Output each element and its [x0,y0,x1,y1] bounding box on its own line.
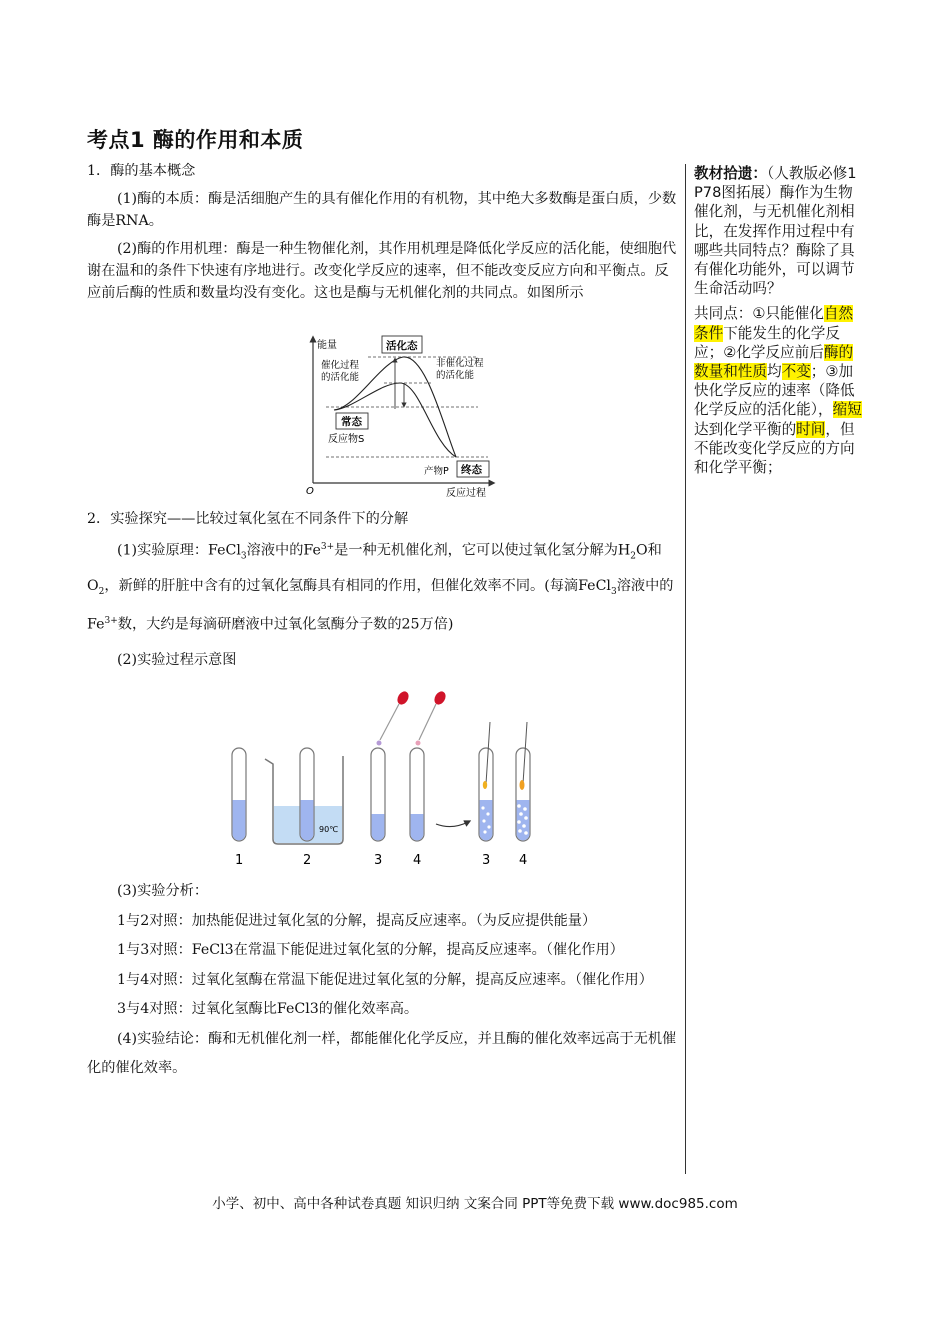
analysis-heading: (3)实验分析： [117,883,209,899]
uncatalyzed-label-2: 的活化能 [436,370,475,381]
tube-4-result [516,722,530,841]
tube-1 [232,748,246,841]
enzyme-mechanism-paragraph: (2)酶的作用机理：酶是一种生物催化剂，其作用机理是降低化学反应的活化能，使细胞代谢在温和的条件下快速有序地进行。改变化学反应的速率，但不能改变反应方向和平衡点。反应前后酶的性质和数量均没有变化。这也是酶与无机催化剂的共同点。如图所示 [87,241,677,301]
catalyzed-label-2: 的活化能 [321,372,360,383]
tube-label: 4 [413,853,422,868]
principle-paragraph: (1)实验原理：FeCl$_3$溶液中的$Fe^{3+}$是一种无机催化剂，它可以使过氧化氢分解为$H_2O$和$O_2$，新鲜的肝脏中含有的过氧化氢酶具有相同的作用，但催化效率不同。(每滴FeCl$_3$溶液中的$Fe^{3+}$数，大约是每滴研磨液中过氧化氢酶分子数的25万倍) [87,542,674,634]
dropper-liver [416,690,448,746]
tube-3-result [479,722,493,841]
main-content [87,160,677,310]
product-label: 产物P [424,466,449,477]
y-axis-label: 能量 [317,340,337,351]
sidebar-note [694,164,866,483]
enzyme-nature-paragraph: (1)酶的本质：酶是活细胞产生的具有催化作用的有机物，其中绝大多数酶是蛋白质，少数酶是RNA。 [87,191,677,229]
tube-2 [300,748,314,841]
process-heading: (2)实验过程示意图 [117,651,237,668]
experiment-tubes-figure [222,690,542,872]
analysis-3: 1与4对照：过氧化氢酶在常温下能促进过氧化氢的分解，提高反应速率。（催化作用） [117,971,653,988]
column-divider [685,164,686,1174]
x-axis-label: 反应过程 [446,488,486,499]
normal-state-label: 常态 [341,416,362,428]
sidebar-question: 教材拾遗：（人教版必修1 P78图拓展）酶作为生物催化剂，与无机催化剂相比，在发挥作用过程中有哪些共同特点？酶除了具有催化功能外，可以调节生命活动吗？ [694,165,857,298]
section2-heading: 2．实验探究——比较过氧化氢在不同条件下的分解 [87,511,409,527]
activated-state-label: 活化态 [386,340,418,352]
tube-label: 3 [374,853,383,868]
dropper-fecl3 [377,690,411,746]
tube-label: 3 [482,853,491,868]
activation-energy-figure [296,333,496,499]
footer: 小学、初中、高中各种试卷真题 知识归纳 文案合同 PPT等免费下载 www.doc985.com [212,1196,738,1212]
origin-label: O [306,486,314,497]
tube-label: 2 [303,853,312,868]
section1-heading: 1．酶的基本概念 [87,163,196,179]
catalyzed-label: 催化过程 [321,360,360,371]
tube-label: 1 [235,853,244,868]
analysis-2: 1与3对照：FeCl3在常温下能促进过氧化氢的分解，提高反应速率。（催化作用） [117,942,624,958]
final-state-label: 终态 [461,464,482,476]
arrow [436,822,468,827]
tube-3 [371,748,385,841]
experiment-section [87,508,677,677]
analysis-section [87,877,677,1084]
reactant-label: 反应物S [328,434,365,445]
tube-4 [410,748,424,841]
sidebar-answer: 共同点：①只能催化自然条件下能发生的化学反应；②化学反应前后酶的数量和性质均不变；③加快化学反应的速率（降低化学反应的活化能），缩短达到化学平衡的时间，但不能改变化学反应的方向和化学平衡； [694,305,862,477]
analysis-1: 1与2对照：加热能促进过氧化氢的分解，提高反应速率。（为反应提供能量） [117,912,597,929]
page-title: 考点1 酶的作用和本质 [87,128,304,152]
conclusion: (4)实验结论：酶和无机催化剂一样，都能催化化学反应，并且酶的催化效率远高于无机催化的催化效率。 [87,1030,677,1076]
analysis-4: 3与4对照：过氧化氢酶比FeCl3的催化效率高。 [117,1001,419,1017]
temperature-label: 90℃ [319,825,339,834]
uncatalyzed-label: 非催化过程 [436,358,484,369]
tube-label: 4 [519,853,528,868]
